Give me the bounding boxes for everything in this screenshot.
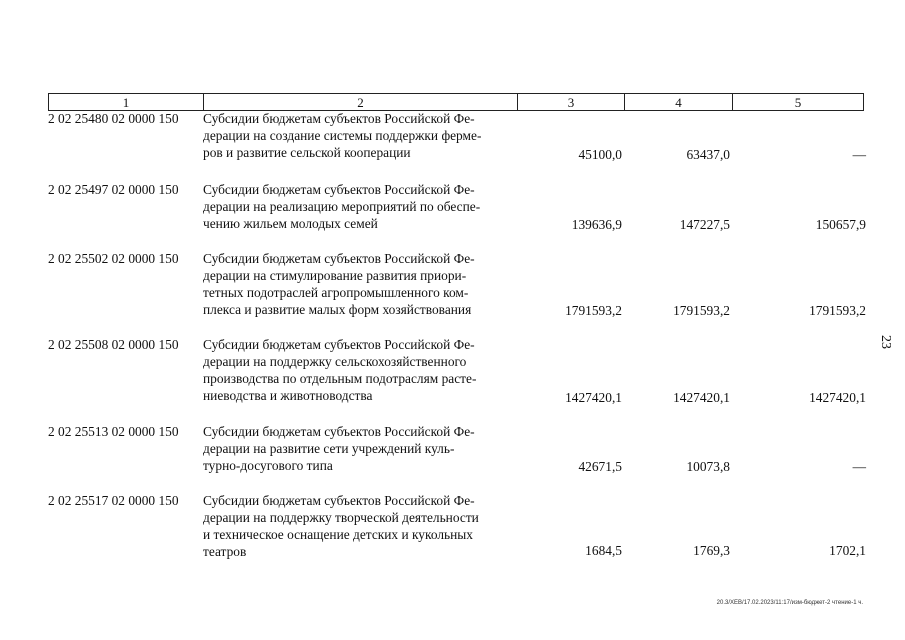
column-header-table [48, 93, 864, 111]
value-col5: — [852, 147, 866, 162]
value-col4: 1791593,2 [673, 303, 730, 318]
value-col3: 1684,5 [585, 543, 622, 558]
budget-code: 2 02 25502 02 0000 150 [48, 251, 179, 266]
budget-code: 2 02 25480 02 0000 150 [48, 111, 179, 126]
value-col5: 1702,1 [829, 543, 866, 558]
column-header-row [49, 94, 864, 111]
table-row [48, 110, 866, 162]
value-col4: 1427420,1 [673, 390, 730, 405]
column-header-5: 5 [733, 94, 864, 111]
value-col4: 1769,3 [693, 543, 730, 558]
value-col3: 1791593,2 [565, 303, 622, 318]
row-description: Субсидии бюджетам субъектов Российской Фе- дерации на стимулирование развития приори- тетных подотраслей агропромышленного ком- плекса и развитие малых форм хозяйствования [203, 251, 475, 317]
value-col5: — [852, 459, 866, 474]
value-col3: 139636,9 [571, 217, 622, 232]
table-row [48, 336, 866, 406]
column-header-1: 1 [49, 94, 204, 111]
value-col4: 63437,0 [686, 147, 730, 162]
value-col3: 1427420,1 [565, 390, 622, 405]
row-description: Субсидии бюджетам субъектов Российской Фе- дерации на развитие сети учреждений куль- турно-досугового типа [203, 424, 475, 473]
column-header-3: 3 [518, 94, 625, 111]
row-description: Субсидии бюджетам субъектов Российской Фе- дерации на реализацию мероприятий по обеспе- чению жильем молодых семей [203, 182, 481, 231]
table-row [48, 250, 866, 320]
document-footer: 20.3/ХЕВ/17.02.2023/11:17/изм-бюджет-2 чтение-1 ч. [716, 600, 863, 606]
value-col3: 45100,0 [578, 147, 622, 162]
budget-code: 2 02 25508 02 0000 150 [48, 337, 179, 352]
value-col3: 42671,5 [578, 459, 622, 474]
row-description: Субсидии бюджетам субъектов Российской Фе- дерации на поддержку сельскохозяйственного производства по отдельным подотраслям расте- ниеводства и животноводства [203, 337, 477, 403]
budget-code: 2 02 25497 02 0000 150 [48, 182, 179, 197]
table-row [48, 492, 866, 562]
value-col5: 1427420,1 [809, 390, 866, 405]
row-description: Субсидии бюджетам субъектов Российской Фе- дерации на создание системы поддержки фермe- ров и развитие сельской кооперации [203, 111, 482, 160]
budget-code: 2 02 25513 02 0000 150 [48, 424, 179, 439]
column-header-2: 2 [204, 94, 518, 111]
budget-code: 2 02 25517 02 0000 150 [48, 493, 179, 508]
row-description: Субсидии бюджетам субъектов Российской Фе- дерации на поддержку творческой деятельности и техническое оснащение детских и кукольных театров [203, 493, 479, 559]
value-col5: 1791593,2 [809, 303, 866, 318]
table-row [48, 423, 866, 475]
value-col5: 150657,9 [815, 217, 866, 232]
table-row [48, 181, 866, 233]
value-col4: 10073,8 [686, 459, 730, 474]
column-header-4: 4 [625, 94, 733, 111]
page-number: 23 [878, 335, 893, 349]
value-col4: 147227,5 [679, 217, 730, 232]
